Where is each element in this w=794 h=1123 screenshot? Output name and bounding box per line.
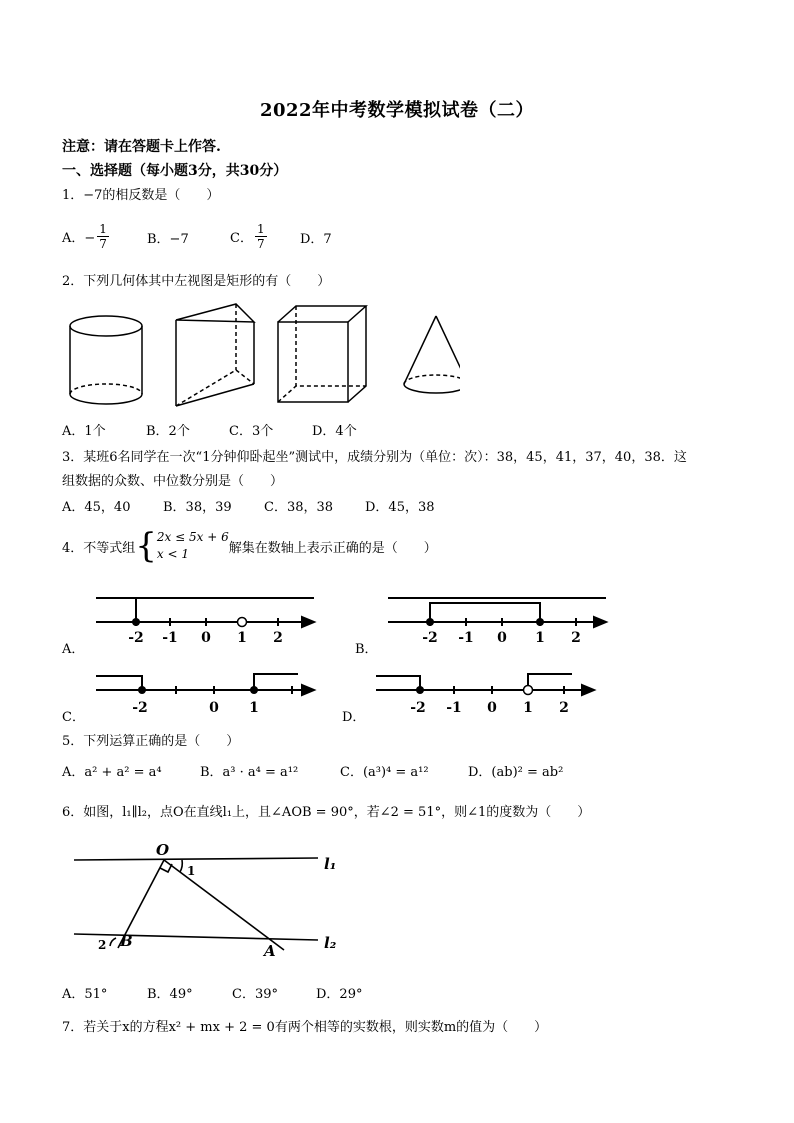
q4-prefix: 4．不等式组 xyxy=(62,540,136,556)
q1-option-a xyxy=(62,216,111,256)
q3-option-d: D．45，38 xyxy=(365,500,435,515)
tick-label: -2 xyxy=(410,700,426,716)
q1-a-prefix: A．− xyxy=(62,230,96,246)
q6-option-a: A．51° xyxy=(62,987,108,1002)
q6-geometry-figure xyxy=(72,838,362,964)
line-l2-label: l₂ xyxy=(324,934,337,952)
q6-option-d: D．29° xyxy=(316,987,363,1002)
q2-option-d: D．4个 xyxy=(312,424,357,439)
axis-arrow xyxy=(302,617,314,627)
q6-stem: 6．如图，l₁∥l₂，点O在直线l₁上，且∠AOB = 90°，若∠2 = 51°，则∠1的度数为（ ） xyxy=(62,805,591,820)
q4-label-a: A． xyxy=(62,642,85,657)
open-dot xyxy=(238,618,247,627)
q5-option-b: B．a³ · a⁴ = a¹² xyxy=(200,765,299,780)
q3-stem-line1: 3．某班6名同学在一次“1分钟仰卧起坐”测试中，成绩分别为（单位：次）：38，45，41，37，40，38．这 xyxy=(62,450,687,465)
tick-label: 2 xyxy=(571,630,581,646)
q1-option-b: B．−7 xyxy=(147,232,189,247)
q4-numberline-a xyxy=(92,590,320,650)
q4-numberline-c xyxy=(92,664,320,718)
angle-1-arc xyxy=(180,860,182,872)
tick-label: 0 xyxy=(201,630,211,646)
q4-label-d: D． xyxy=(342,710,366,725)
point-O-label: O xyxy=(156,841,170,859)
notice: 注意：请在答题卡上作答. xyxy=(62,139,221,155)
q1-stem: 1．−7的相反数是（ ） xyxy=(62,188,220,203)
tick-label: 1 xyxy=(535,630,545,646)
q2-option-b: B．2个 xyxy=(146,424,190,439)
angle-2-arc xyxy=(110,938,116,946)
tick-label: 2 xyxy=(559,700,569,716)
q1-c-num: 1 xyxy=(256,221,265,236)
q4-eq1: 2x ≤ 5x + 6 xyxy=(156,530,229,544)
tick-label: -2 xyxy=(128,630,144,646)
tick-label: 0 xyxy=(487,700,497,716)
q3-option-a: A．45，40 xyxy=(62,500,131,515)
tick-label: 0 xyxy=(209,700,219,716)
q4-stem xyxy=(62,524,437,568)
q2-option-c: C．3个 xyxy=(229,424,274,439)
cube-figure xyxy=(278,306,366,402)
q2-option-a: A．1个 xyxy=(62,424,106,439)
q5-option-d: D．(ab)² = ab² xyxy=(468,765,564,780)
triangular-prism-figure xyxy=(176,304,254,406)
q3-stem-line2: 组数据的众数、中位数分别是（ ） xyxy=(62,474,284,489)
q7-stem: 7．若关于x的方程x² + mx + 2 = 0有两个相等的实数根，则实数m的值为（ ） xyxy=(62,1020,548,1035)
q3-option-c: C．38，38 xyxy=(264,500,334,515)
line-l2 xyxy=(74,934,318,940)
cone-figure xyxy=(404,316,460,393)
point-A-label: A xyxy=(264,942,276,960)
q2-stem: 2．下列几何体其中左视图是矩形的有（ ） xyxy=(62,274,331,289)
q1-option-c xyxy=(230,216,269,256)
closed-dot xyxy=(536,618,544,626)
tick-label: 1 xyxy=(249,700,259,716)
open-dot xyxy=(524,686,533,695)
q6-option-c: C．39° xyxy=(232,987,278,1002)
q3-option-b: B．38，39 xyxy=(163,500,232,515)
q4-numberline-b xyxy=(384,590,612,650)
cylinder-figure xyxy=(70,316,142,404)
tick-label: -2 xyxy=(422,630,438,646)
q2-solids-figure xyxy=(60,300,460,415)
tick-label: 2 xyxy=(273,630,283,646)
q1-a-fraction xyxy=(97,222,109,251)
q1-c-den: 7 xyxy=(256,236,265,251)
q4-suffix: 解集在数轴上表示正确的是（ ） xyxy=(228,540,437,556)
line-l1 xyxy=(74,858,318,860)
q1-c-fraction xyxy=(255,222,267,251)
tick-label: 0 xyxy=(497,630,507,646)
q5-stem: 5．下列运算正确的是（ ） xyxy=(62,734,240,749)
q4-label-b: B． xyxy=(355,642,378,657)
q5-option-a: A．a² + a² = a⁴ xyxy=(62,765,162,780)
tick-label: 1 xyxy=(237,630,247,646)
q1-a-num: 1 xyxy=(99,221,107,236)
line-l1-label: l₁ xyxy=(324,855,337,873)
q4-system xyxy=(157,529,229,563)
angle-2-label: 2 xyxy=(98,938,107,952)
exam-title: 2022年中考数学模拟试卷（二） xyxy=(259,100,535,121)
tick-label: -2 xyxy=(132,700,148,716)
q6-option-b: B．49° xyxy=(147,987,193,1002)
q1-c-prefix: C． xyxy=(230,230,253,246)
closed-dot xyxy=(426,618,434,626)
closed-dot xyxy=(132,618,140,626)
q4-label-c: C． xyxy=(62,710,85,725)
q4-eq2: x < 1 xyxy=(156,547,190,561)
section-heading: 一、选择题（每小题3分，共30分） xyxy=(62,163,288,179)
closed-dot xyxy=(250,686,258,694)
q1-option-d: D．7 xyxy=(300,232,332,247)
point-B-label: B xyxy=(120,932,133,950)
q5-option-c: C．(a³)⁴ = a¹² xyxy=(340,765,429,780)
tick-label: -1 xyxy=(458,630,474,646)
angle-1-label: 1 xyxy=(187,864,196,878)
closed-dot xyxy=(416,686,424,694)
closed-dot xyxy=(138,686,146,694)
q4-brace: { xyxy=(135,526,157,566)
tick-label: 1 xyxy=(523,700,533,716)
q1-a-den: 7 xyxy=(99,236,107,251)
q4-numberline-d xyxy=(372,664,600,718)
tick-label: -1 xyxy=(446,700,462,716)
tick-label: -1 xyxy=(162,630,178,646)
